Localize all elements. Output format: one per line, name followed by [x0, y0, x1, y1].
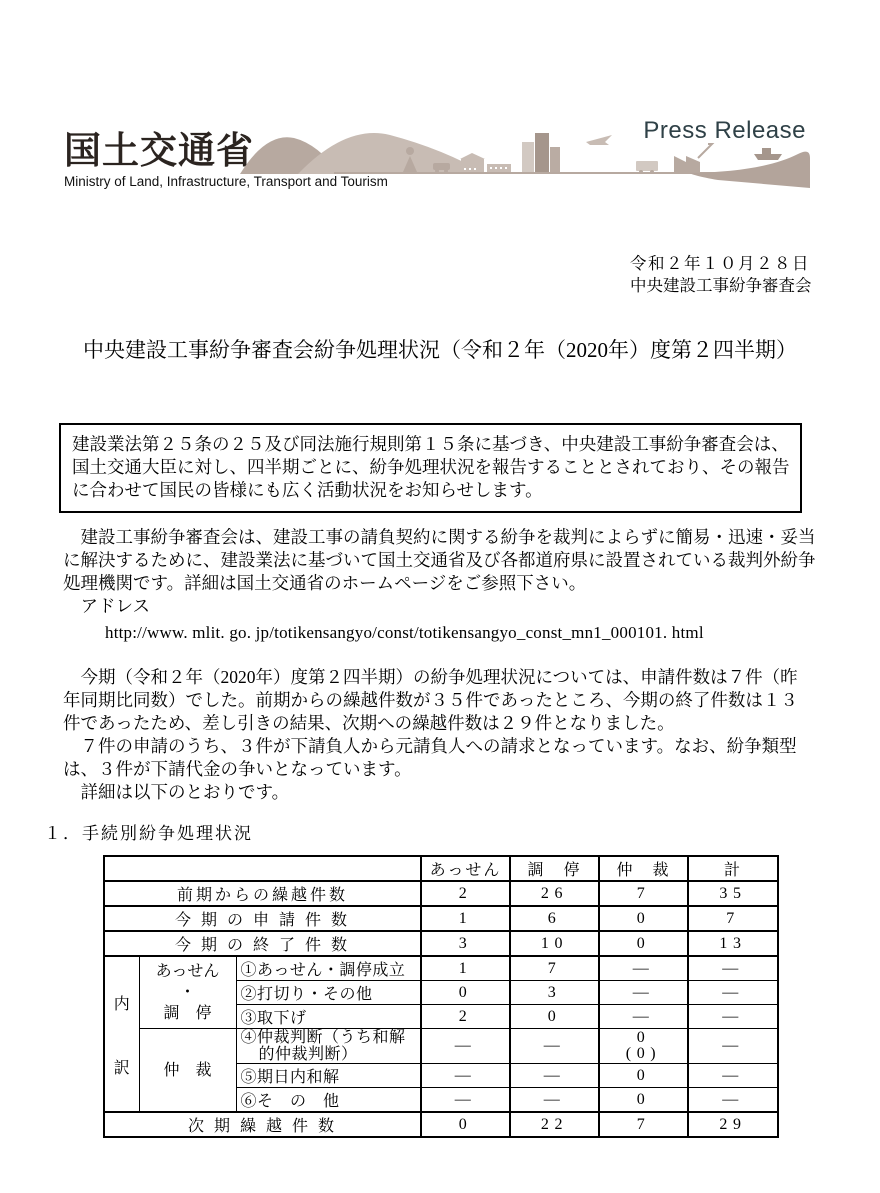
hill-icon: [298, 133, 486, 174]
sub-value: (0): [625, 1045, 662, 1062]
mlit-logo-english: Ministry of Land, Infrastructure, Transport and Tourism: [64, 174, 388, 189]
cell-value: —: [688, 1064, 778, 1088]
summary-line: 件であったため、差し引きの結果、次期への繰越件数は２９件となりました。: [63, 713, 675, 733]
cell-value: 13: [688, 931, 778, 956]
item-label: ②打切り・その他: [236, 981, 421, 1005]
intro-paragraph: [63, 526, 823, 644]
table-row: [104, 906, 778, 931]
column-header-total: 計: [688, 856, 778, 881]
item-label: ①あっせん・調停成立: [236, 956, 421, 981]
skyscraper-icon: [522, 133, 560, 172]
cell-value: —: [688, 956, 778, 981]
ship-icon: [754, 148, 782, 160]
cell-value: 0: [421, 981, 510, 1005]
cell-value: 7: [599, 881, 688, 906]
cell-value: —: [421, 1064, 510, 1088]
column-header-assen: あっせん: [421, 856, 510, 881]
cell-value: —: [599, 1005, 688, 1029]
row-label: 前期からの繰越件数: [104, 881, 421, 906]
cell-value: 0: [599, 1088, 688, 1113]
release-date: 令和２年１０月２８日: [630, 254, 810, 273]
empty-corner-cell: [104, 856, 421, 881]
intro-line: 建設工事紛争審査会は、建設工事の請負契約に関する紛争を裁判によらずに簡易・迅速・妥当: [63, 527, 816, 547]
issuing-organization: 中央建設工事紛争審査会: [630, 276, 812, 295]
summary-line: ７件の申請のうち、３件が下請負人から元請負人への請求となっています。なお、紛争類型: [63, 736, 797, 756]
wave-swoosh: [690, 152, 810, 188]
row-label: 次 期 繰 越 件 数: [104, 1112, 421, 1137]
press-release-label: Press Release: [643, 117, 806, 144]
cell-value: —: [688, 1005, 778, 1029]
cell-value: 29: [688, 1112, 778, 1137]
document-title: 中央建設工事紛争審査会紛争処理状況（令和２年（2020年）度第２四半期）: [83, 338, 797, 362]
cell-value: —: [688, 1029, 778, 1064]
cell-value: 2: [421, 881, 510, 906]
table-row: [104, 1029, 778, 1064]
airplane-icon: [586, 135, 612, 145]
cell-value: 0: [421, 1112, 510, 1137]
notice-line: に合わせて国民の皆様にも広く活動状況をお知らせします。: [72, 480, 543, 500]
cell-value: 2: [421, 1005, 510, 1029]
cell-value: 0: [510, 1005, 599, 1029]
cell-value: 3: [421, 931, 510, 956]
cell-value: 0: [599, 906, 688, 931]
cell-value: 10: [510, 931, 599, 956]
factory-crane-icon: [674, 144, 712, 172]
row-label: 今 期 の 終 了 件 数: [104, 931, 421, 956]
intro-line: に解決するために、建設業法に基づいて国土交通省及び各都道府県に設置されている裁判外紛争: [63, 550, 816, 570]
station-icon: [460, 153, 511, 172]
dispute-status-table: [103, 855, 779, 1138]
cell-value: —: [510, 1088, 599, 1113]
cell-value: 22: [510, 1112, 599, 1137]
cell-value: 35: [688, 881, 778, 906]
cell-value: 0: [599, 1064, 688, 1088]
item-label: ⑤期日内和解: [236, 1064, 421, 1088]
section-heading: １．手続別紛争処理状況: [44, 824, 253, 843]
cell-value: —: [688, 981, 778, 1005]
cell-value-with-sub: 0 (0): [599, 1029, 688, 1064]
item-label: ⑥そ の 他: [236, 1088, 421, 1113]
cell-value: 0: [599, 931, 688, 956]
notice-box: [59, 423, 802, 513]
table-row: [104, 881, 778, 906]
table-row: [104, 956, 778, 981]
cell-value: —: [510, 1029, 599, 1064]
homepage-url[interactable]: http://www. mlit. go. jp/totikensangyo/const/totikensangyo_const_mn1_000101. html: [105, 623, 704, 642]
item-label: ④仲裁判断（うち和解的仲裁判断）: [236, 1029, 421, 1064]
summary-line: 今期（令和２年（2020年）度第２四半期）の紛争処理状況については、申請件数は７件（昨: [63, 667, 798, 687]
cell-value: 7: [510, 956, 599, 981]
row-label: 今 期 の 申 請 件 数: [104, 906, 421, 931]
cell-value: —: [688, 1088, 778, 1113]
cell-value: —: [421, 1029, 510, 1064]
cell-value: 26: [510, 881, 599, 906]
intro-line: 処理機関です。詳細は国土交通省のホームページをご参照下さい。: [63, 573, 587, 593]
address-label: アドレス: [63, 596, 150, 616]
cell-value: 7: [599, 1112, 688, 1137]
summary-paragraph: [63, 666, 823, 804]
item-label: ③取下げ: [236, 1005, 421, 1029]
cell-value: 1: [421, 956, 510, 981]
table-row: [104, 1112, 778, 1137]
group-label-assen-chotei: あっせん ・ 調 停: [139, 956, 236, 1029]
summary-line: 年同期比同数）でした。前期からの繰越件数が３５件であったところ、今期の終了件数は１３: [63, 690, 798, 710]
table-row: [104, 931, 778, 956]
column-header-chotei: 調 停: [510, 856, 599, 881]
cell-value: 3: [510, 981, 599, 1005]
cell-value: —: [599, 956, 688, 981]
group-label-chusai: 仲 裁: [139, 1029, 236, 1113]
cell-value: 7: [688, 906, 778, 931]
cell-value: —: [599, 981, 688, 1005]
breakdown-side-label: 内 訳: [104, 956, 139, 1112]
mlit-logo-japanese: 国土交通省: [64, 130, 254, 171]
notice-line: 建設業法第２５条の２５及び同法施行規則第１５条に基づき、中央建設工事紛争審査会は、: [72, 434, 789, 454]
cell-value: 1: [421, 906, 510, 931]
cell-value: —: [421, 1088, 510, 1113]
table-header-row: [104, 856, 778, 881]
column-header-chusai: 仲 裁: [599, 856, 688, 881]
cell-value: —: [510, 1064, 599, 1088]
date-block: [630, 253, 812, 297]
notice-line: 国土交通大臣に対し、四半期ごとに、紛争処理状況を報告することとされており、その報告: [72, 457, 790, 477]
summary-line: 詳細は以下のとおりです。: [63, 782, 290, 802]
summary-line: は、３件が下請代金の争いとなっています。: [63, 759, 412, 779]
cell-value: 6: [510, 906, 599, 931]
